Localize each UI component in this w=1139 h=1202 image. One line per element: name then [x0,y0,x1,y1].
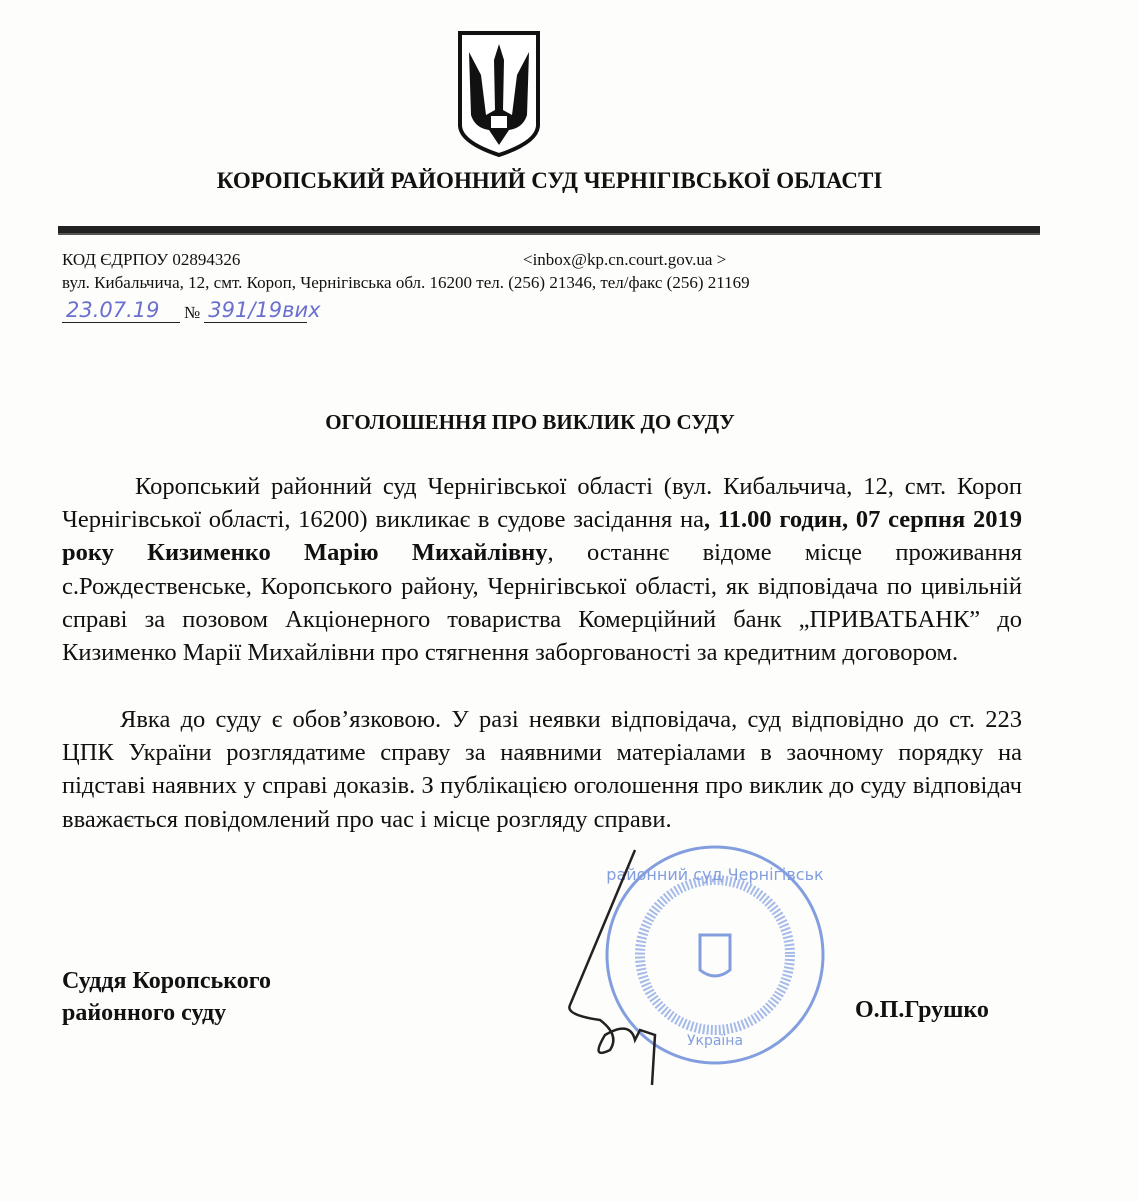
consequences-paragraph: Явка до суду є обов’язковою. У разі неявки відповідача, суд відповідно до ст. 223 ЦПК України розглядатиме справу за наявними матеріалами в заочному порядку на підставі наявних у справі доказів. З публікацією оголошення про виклик до суду відповідач вважається повідомлений про час і місце розгляду справи. [62,706,1022,833]
document-title: ОГОЛОШЕННЯ ПРО ВИКЛИК ДО СУДУ [325,410,735,434]
number-sign: № [184,303,201,322]
summons-paragraph [62,470,1022,669]
svg-text:районний суд Чернігівськ: районний суд Чернігівськ [606,865,824,884]
judge-title-line: Суддя Коропського [62,968,272,994]
judge-title-line: районного суду [62,1000,227,1026]
handwritten-signature [560,845,710,1085]
court-address: вул. Кибальчича, 12, смт. Короп, Чернігівська обл. 16200 тел. (256) 21346, тел/факс (256) 21169 [62,273,750,292]
handwritten-date: 23.07.19 [62,298,180,323]
svg-text:Україна: Україна [686,1033,744,1049]
paragraph-text: , останнє відоме місце проживання с.Рождественське, Коропського району, Чернігівської області, як відповідача по цивільній справі за позовом Акціонерного товариства Комерційний банк „ПРИВАТБАНК” до Кизименко Марії Михайлівни про стягнення заборгованості за кредитним договором. [62,539,1022,667]
paragraph-bold-text: , 11.00 годин, 07 серпня 2019 року Кизименко Марію Михайлівну [62,506,1022,567]
edrpou-code: КОД ЄДРПОУ 02894326 [62,250,241,269]
paragraph-text: Коропський районний суд Чернігівської області (вул. Кибальчича, 12, смт. Короп Чернігівської області, 16200) викликає в судове засідання на [62,473,1022,534]
coat-of-arms-emblem [457,30,541,158]
header-divider [58,226,1040,235]
judge-name: О.П.Грушко [855,997,989,1023]
court-name-heading: КОРОПСЬКИЙ РАЙОННИЙ СУД ЧЕРНІГІВСЬКОЇ ОБЛАСТІ [216,168,883,193]
handwritten-number: 391/19вих [204,298,307,323]
outgoing-number [62,298,321,323]
judge-title [62,965,271,1029]
court-email: <inbox@kp.cn.court.gov.ua > [523,250,727,269]
